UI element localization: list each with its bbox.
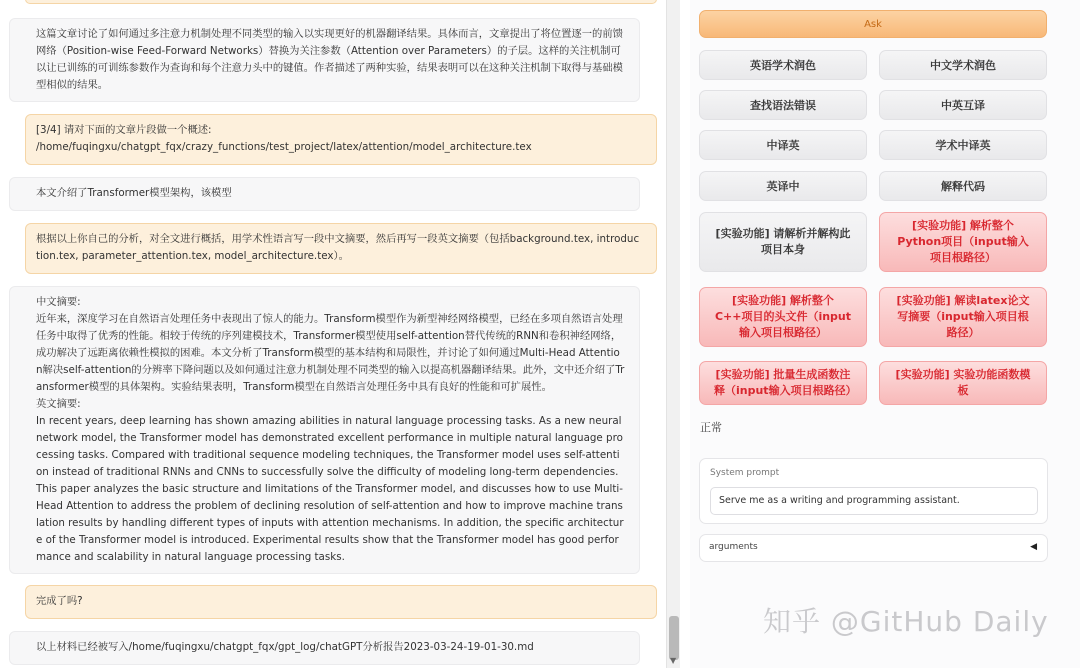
triangle-left-icon[interactable]: ◀ bbox=[1030, 542, 1037, 552]
academic-polish-en-button[interactable]: 英语学术润色 bbox=[699, 50, 867, 80]
button-label: [实验功能] 实验功能函数模板 bbox=[895, 368, 1031, 397]
chat-bubble-bot bbox=[9, 631, 640, 665]
status-text: 正常 bbox=[700, 421, 722, 434]
chat-bubble-user-clipped bbox=[25, 0, 657, 4]
chat-bubble-bot bbox=[9, 286, 640, 574]
chat-message-text: 以上材料已经被写入/home/fuqingxu/chatgpt_fqx/gpt_log/chatGPT分析报告2023-03-24-19-01-30.md bbox=[36, 641, 534, 653]
english-abstract-body: In recent years, deep learning has shown amazing abilities in natural language processing tasks. As a new neural network model, the Transformer model has demonstrated excellent performance in multiple natural language processing tasks. Compared with traditional sequence modeling techniques, the Transformer model uses self-attention instead of traditional RNNs and CNNs to successfully solve the difficulty of modeling long-term dependencies. This paper analyzes the basic structure and limitations of the Transformer model, and discusses how to use Multi-Head Attention to address the problem of declining resolution of self-attention and how to improve machine translation results by handling different types of inputs with attention mechanisms. In addition, the specific architecture of the Transformer model is introduced. Experimental results show that the Transformer model has good performance and scalability in natural language processing tasks. bbox=[36, 415, 624, 563]
batch-function-comments-button[interactable] bbox=[699, 361, 867, 405]
cn-to-en-button[interactable]: 中译英 bbox=[699, 130, 867, 160]
scroll-down-icon[interactable]: ▼ bbox=[670, 656, 677, 665]
chat-message-text: 完成了吗? bbox=[36, 595, 83, 607]
chat-message-text: [3/4] 请对下面的文章片段做一个概述: bbox=[36, 124, 212, 136]
chat-bubble-bot bbox=[9, 177, 640, 211]
en-to-cn-button[interactable]: 英译中 bbox=[699, 171, 867, 201]
button-label: [实验功能] 解读latex论文写摘要（input输入项目根路径） bbox=[896, 294, 1030, 339]
scroll-thumb[interactable] bbox=[669, 616, 679, 660]
analyze-cpp-headers-button[interactable] bbox=[699, 287, 867, 347]
latex-abstract-button[interactable] bbox=[879, 287, 1047, 347]
ask-button[interactable]: Ask bbox=[699, 10, 1047, 38]
chat-bubble-user bbox=[25, 223, 657, 274]
analyze-python-project-button[interactable] bbox=[879, 212, 1047, 272]
button-label: [实验功能] 批量生成函数注释（input输入项目根路径） bbox=[714, 368, 857, 397]
button-label: [实验功能] 解析整个C++项目的头文件（input输入项目根路径） bbox=[714, 294, 852, 339]
explain-code-button[interactable]: 解释代码 bbox=[879, 171, 1047, 201]
button-label: [实验功能] 解析整个Python项目（input输入项目根路径） bbox=[897, 219, 1029, 264]
academic-polish-cn-button[interactable]: 中文学术润色 bbox=[879, 50, 1047, 80]
chat-scrollbar[interactable] bbox=[666, 0, 680, 668]
system-prompt-label: System prompt bbox=[710, 468, 780, 478]
chat-message-text: 本文介绍了Transformer模型架构，该模型 bbox=[36, 187, 232, 199]
chat-bubble-user bbox=[25, 114, 657, 165]
system-prompt-box bbox=[699, 458, 1048, 524]
find-grammar-errors-button[interactable]: 查找语法错误 bbox=[699, 90, 867, 120]
arguments-label: arguments bbox=[709, 542, 758, 552]
cn-en-translate-button[interactable]: 中英互译 bbox=[879, 90, 1047, 120]
chat-message-text: 这篇文章讨论了如何通过多注意力机制处理不同类型的输入以实现更好的机器翻译结果。具体而言，文章提出了将位置逐一的前馈网络（Position-wise Feed-Forward Networks）替换为关注参数（Attention over Parameters）的子层。这样的关注机制可以让已训练的可训练参数作为查询和每个注意力头中的键值。作者描述了两种实验，结果表明可以在这种关注机制下取得与基础模型相似的结果。 bbox=[36, 28, 623, 91]
function-template-button[interactable] bbox=[879, 361, 1047, 405]
analyze-self-project-button[interactable] bbox=[699, 212, 867, 272]
system-prompt-input[interactable]: Serve me as a writing and programming assistant. bbox=[710, 487, 1038, 515]
chinese-abstract-body: 近年来，深度学习在自然语言处理任务中表现出了惊人的能力。Transform模型作为新型神经网络模型，已经在多项自然语言处理任务中取得了优秀的性能。相较于传统的序列建模技术，Transformer模型使用self-attention替代传统的RNN和卷积神经网络，成功解决了远距离依赖性模拟的困难。本文分析了Transform模型的基本结构和局限性，并讨论了如何通过Multi-Head Attention解决self-attention的分辨率下降问题以及如何通过注意力机制处理不同类型的输入以提高机器翻译结果。此外，文中还介绍了Transformer模型的具体架构。实验结果表明，Transform模型在自然语言处理任务中具有良好的性能和可扩展性。 bbox=[36, 313, 625, 393]
button-label: [实验功能] 请解析并解构此项目本身 bbox=[715, 227, 851, 256]
chat-bubble-bot bbox=[9, 18, 640, 102]
watermark: 知乎 @GitHub Daily bbox=[763, 605, 1049, 638]
control-panel bbox=[690, 0, 1080, 668]
academic-cn-to-en-button[interactable]: 学术中译英 bbox=[879, 130, 1047, 160]
chat-message-text: 根据以上你自己的分析，对全文进行概括，用学术性语言写一段中文摘要，然后再写一段英文摘要（包括background.tex, introduction.tex, parameter_attention.tex, model_architecture.tex）。 bbox=[36, 233, 640, 262]
chinese-abstract-heading: 中文摘要: bbox=[36, 296, 81, 308]
chat-message-path: /home/fuqingxu/chatgpt_fqx/crazy_functions/test_project/latex/attention/model_architecture.tex bbox=[36, 141, 532, 153]
chat-bubble-user bbox=[25, 585, 657, 619]
english-abstract-heading: 英文摘要: bbox=[36, 398, 81, 410]
arguments-accordion[interactable] bbox=[699, 534, 1048, 562]
